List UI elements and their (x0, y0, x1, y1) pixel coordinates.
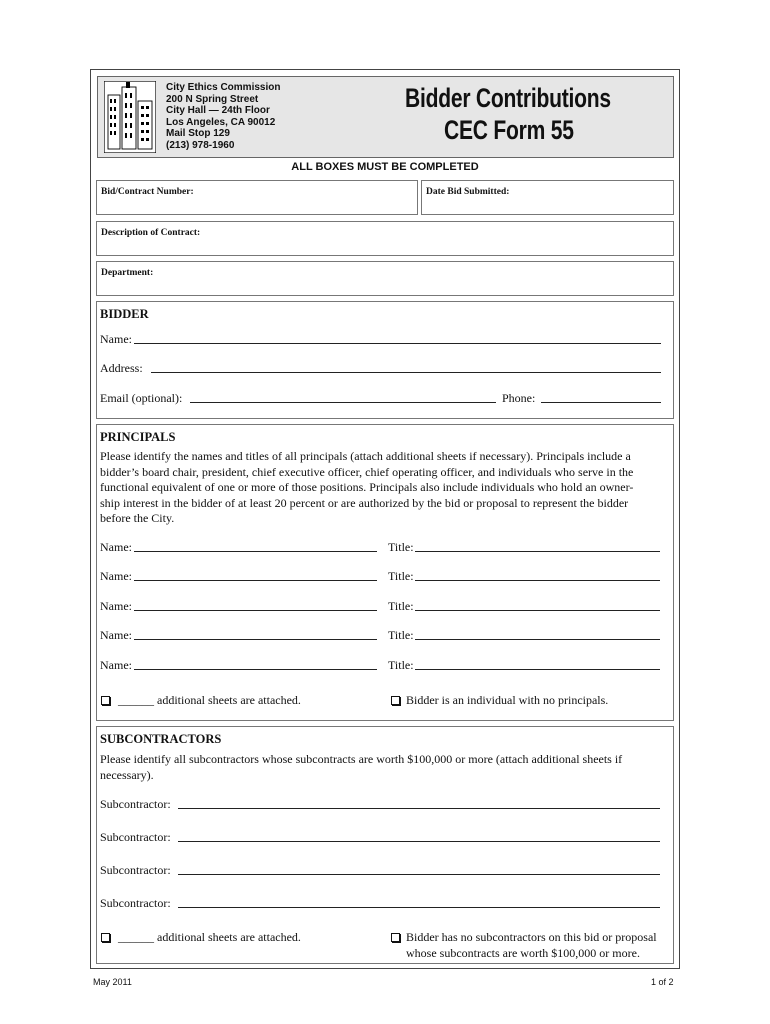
principal-title-label: Title: (388, 569, 414, 583)
principal-title-label: Title: (388, 658, 414, 672)
subcontractors-instructions: Please identify all subcontractors whose subcontracts are worth $100,000 or more (attach additional sheets if necessary). (100, 752, 623, 782)
department-field[interactable]: Department: (96, 261, 674, 296)
page-number: 1 of 2 (651, 977, 674, 987)
no-principals-label: Bidder is an individual with no principals. (406, 693, 609, 707)
bidder-address-input[interactable] (151, 372, 661, 373)
date-submitted-field[interactable]: Date Bid Submitted: (421, 180, 674, 215)
bidder-heading: BIDDER (100, 307, 149, 321)
principal-name-label: Name: (100, 599, 132, 613)
subcontractor-label: Subcontractor: (100, 896, 171, 910)
subcontractor-input[interactable] (178, 841, 660, 842)
principal-title-input[interactable] (415, 669, 660, 670)
revision-date: May 2011 (93, 977, 132, 987)
bidder-email-label: Email (optional): (100, 391, 183, 405)
subcontractor-label: Subcontractor: (100, 863, 171, 877)
completion-notice: ALL BOXES MUST BE COMPLETED (291, 161, 479, 173)
principal-name-input[interactable] (134, 551, 377, 552)
principals-sheets-label: ______ additional sheets are attached. (118, 693, 301, 707)
bidder-email-input[interactable] (190, 402, 496, 403)
subcontractor-label: Subcontractor: (100, 830, 171, 844)
commission-address: City Ethics Commission 200 N Spring Street City Hall — 24th Floor Los Angeles, CA 90012 Mail Stop 129 (213) 978-1960 (166, 82, 281, 151)
bid-number-field[interactable]: Bid/Contract Number: (96, 180, 418, 215)
bidder-address-label: Address: (100, 361, 143, 375)
bidder-phone-label: Phone: (502, 391, 536, 405)
bidder-phone-input[interactable] (541, 402, 661, 403)
principal-title-label: Title: (388, 599, 414, 613)
principal-name-label: Name: (100, 628, 132, 642)
principals-instructions: Please identify the names and titles of all principals (attach additional sheets if necessary). Principals include a bidder’s board chair, president, chief executive officer, chief operating officer, and individuals who serve in the functional equivalent of one or more of those positions. Principals also include individuals who hold an owner- ship interest in the bidder of at least 20 percent or are authorized by the bid or proposal to represent the bidder before the City. (100, 449, 634, 525)
subcontractors-sheets-label: ______ additional sheets are attached. (118, 930, 301, 944)
form-title: Bidder Contributions (405, 83, 611, 113)
no-subcontractors-label-line1: Bidder has no subcontractors on this bid or proposal (406, 930, 657, 944)
principal-name-input[interactable] (134, 639, 377, 640)
form-header (97, 76, 674, 158)
principal-name-input[interactable] (134, 669, 377, 670)
principal-title-input[interactable] (415, 580, 660, 581)
city-hall-logo (104, 81, 156, 153)
subcontractor-input[interactable] (178, 874, 660, 875)
principals-heading: PRINCIPALS (100, 430, 176, 444)
principal-title-input[interactable] (415, 610, 660, 611)
bidder-name-label: Name: (100, 332, 132, 346)
principal-title-label: Title: (388, 628, 414, 642)
principal-name-label: Name: (100, 658, 132, 672)
form-number: CEC Form 55 (444, 115, 574, 145)
subcontractor-label: Subcontractor: (100, 797, 171, 811)
subcontractor-input[interactable] (178, 808, 660, 809)
no-principals-checkbox[interactable] (391, 696, 400, 705)
principal-name-label: Name: (100, 569, 132, 583)
principals-sheets-checkbox[interactable] (101, 696, 110, 705)
no-subcontractors-checkbox[interactable] (391, 933, 400, 942)
subcontractors-sheets-checkbox[interactable] (101, 933, 110, 942)
principal-name-input[interactable] (134, 580, 377, 581)
subcontractor-input[interactable] (178, 907, 660, 908)
principal-title-input[interactable] (415, 551, 660, 552)
principal-title-input[interactable] (415, 639, 660, 640)
no-subcontractors-label-line2: whose subcontracts are worth $100,000 or more. (406, 946, 640, 960)
subcontractors-heading: SUBCONTRACTORS (100, 732, 222, 746)
description-field[interactable]: Description of Contract: (96, 221, 674, 256)
principal-name-label: Name: (100, 540, 132, 554)
bidder-name-input[interactable] (134, 343, 661, 344)
principal-title-label: Title: (388, 540, 414, 554)
principal-name-input[interactable] (134, 610, 377, 611)
